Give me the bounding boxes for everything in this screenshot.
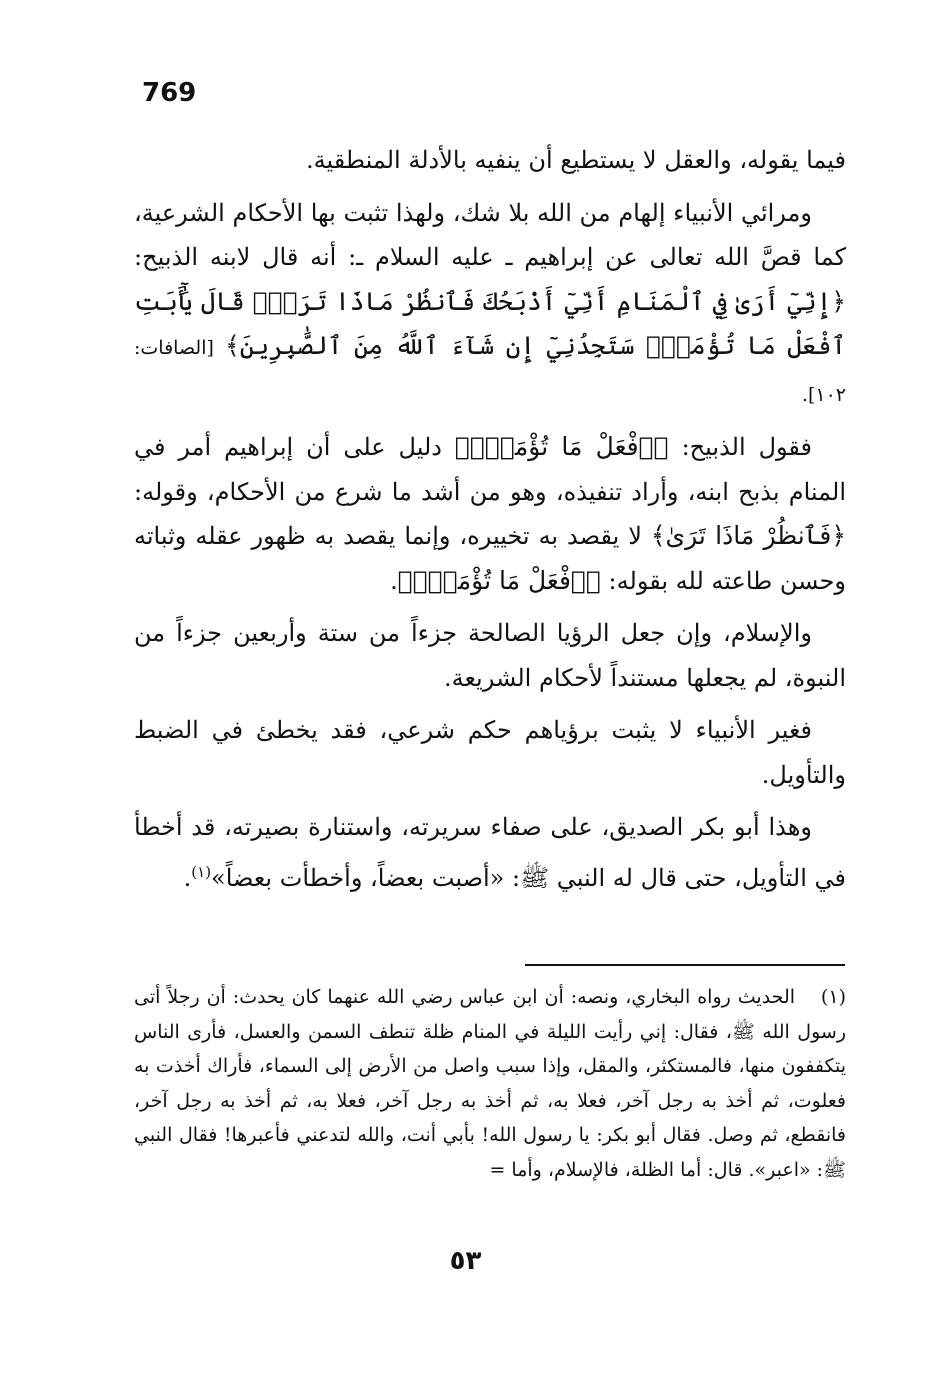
- paragraph-2-text-b: دليل على أن إبراهيم أمر في المنام بذبح ابنه، وأراد تنفيذه، وهو من أشد ما شرع من الأحكام، وقوله:: [134, 433, 846, 506]
- paragraph-2-end: .: [390, 566, 398, 595]
- quran-verse-saffat-102: ﴿إِنِّيٓ أَرَىٰ فِي ٱلْمَنَامِ أَنِّيٓ أَذْبَحُكَ فَٱنظُرْ مَاذَا تَرَىٰۚ قَالَ يَٰٓأَبَتِ ٱفْعَلْ مَا تُؤْمَرُۖ سَتَجِدُنِيٓ إِن شَآءَ ٱللَّهُ مِنَ ٱلصَّٰبِرِينَ﴾: [134, 286, 846, 360]
- footnote-divider: [525, 964, 845, 966]
- quran-quote-2: ﴿فَٱنظُرْ مَاذَا تَرَىٰ﴾: [650, 521, 846, 550]
- footnote-1-text: الحديث رواه البخاري، ونصه: أن ابن عباس رضي الله عنهما كان يحدث: أن رجلاً أتى رسول الله ﷺ، فقال: إني رأيت الليلة في المنام ظلة تنطف السمن والعسل، فأرى الناس يتكففون منها، فالمستكثر، والمقل، وإذا سبب واصل من الأرض إلى السماء، فأراك أخذت به فعلوت، ثم أخذ به رجل آخر، فعلا به، ثم أخذ به رجل آخر، فعلا به، ثم أخذ به رجل آخر، فانقطع، ثم وصل. فقال أبو بكر: يا رسول الله! بأبي أنت، والله لتدعني فأعبرها! فقال النبي ﷺ: «اعبر». قال: أما الظلة، فالإسلام، وأما =: [134, 986, 846, 1181]
- footer-page-number: ٥٣: [449, 1246, 482, 1276]
- paragraph-3-text: والإسلام، وإن جعل الرؤيا الصالحة جزءاً من ستة وأربعين جزءاً من النبوة، لم يجعلها مستنداً لأحكام الشريعة.: [134, 619, 846, 692]
- footnote-marker: (١): [191, 862, 212, 881]
- main-text: [134, 138, 846, 908]
- paragraph-4: [134, 708, 846, 797]
- paragraph-5-text: وهذا أبو بكر الصديق، على صفاء سريرته، واستنارة بصيرته، قد أخطأ في التأويل، حتى قال له النبي ﷺ: «أصبت بعضاً، وأخطأت بعضاً»: [134, 813, 846, 892]
- paragraph-5: [134, 805, 846, 900]
- paragraph-1: [134, 191, 846, 418]
- verse-reference: [الصافات: ١٠٢].: [134, 337, 846, 406]
- paragraph-4-text: فغير الأنبياء لا يثبت برؤياهم حكم شرعي، فقد يخطئ في الضبط والتأويل.: [134, 716, 846, 789]
- paragraph-3: [134, 611, 846, 700]
- paragraph-2-text-a: فقول الذبيح:: [681, 433, 813, 461]
- paragraph-0-text: فيما يقوله، والعقل لا يستطيع أن ينفيه بالأدلة المنطقية.: [306, 146, 846, 174]
- footnote-1: [134, 980, 846, 1187]
- paragraph-1-text: ومرائي الأنبياء إلهام من الله بلا شك، ولهذا تثبت بها الأحكام الشرعية، كما قصَّ الله تعالى عن إبراهيم ـ عليه السلام ـ: أنه قال لابنه الذبيح:: [134, 198, 846, 271]
- paragraph-2: [134, 425, 846, 603]
- paragraph-2-text-c: لا يقصد به تخييره، وإنما يقصد به ظهور عقله وثباته وحسن طاعته لله بقوله:: [134, 522, 846, 595]
- paragraph-0: [134, 138, 846, 183]
- footnote-1-number: (١): [820, 986, 846, 1008]
- paragraph-5-end: .: [183, 863, 192, 892]
- quran-quote-1: ﴿ٱفْعَلْ مَا تُؤْمَرُۖ﴾: [454, 432, 669, 461]
- footnotes: [134, 980, 846, 1187]
- quran-quote-3: ﴿ٱفْعَلْ مَا تُؤْمَرُۖ﴾: [397, 565, 601, 595]
- header-page-number: 769: [142, 78, 197, 108]
